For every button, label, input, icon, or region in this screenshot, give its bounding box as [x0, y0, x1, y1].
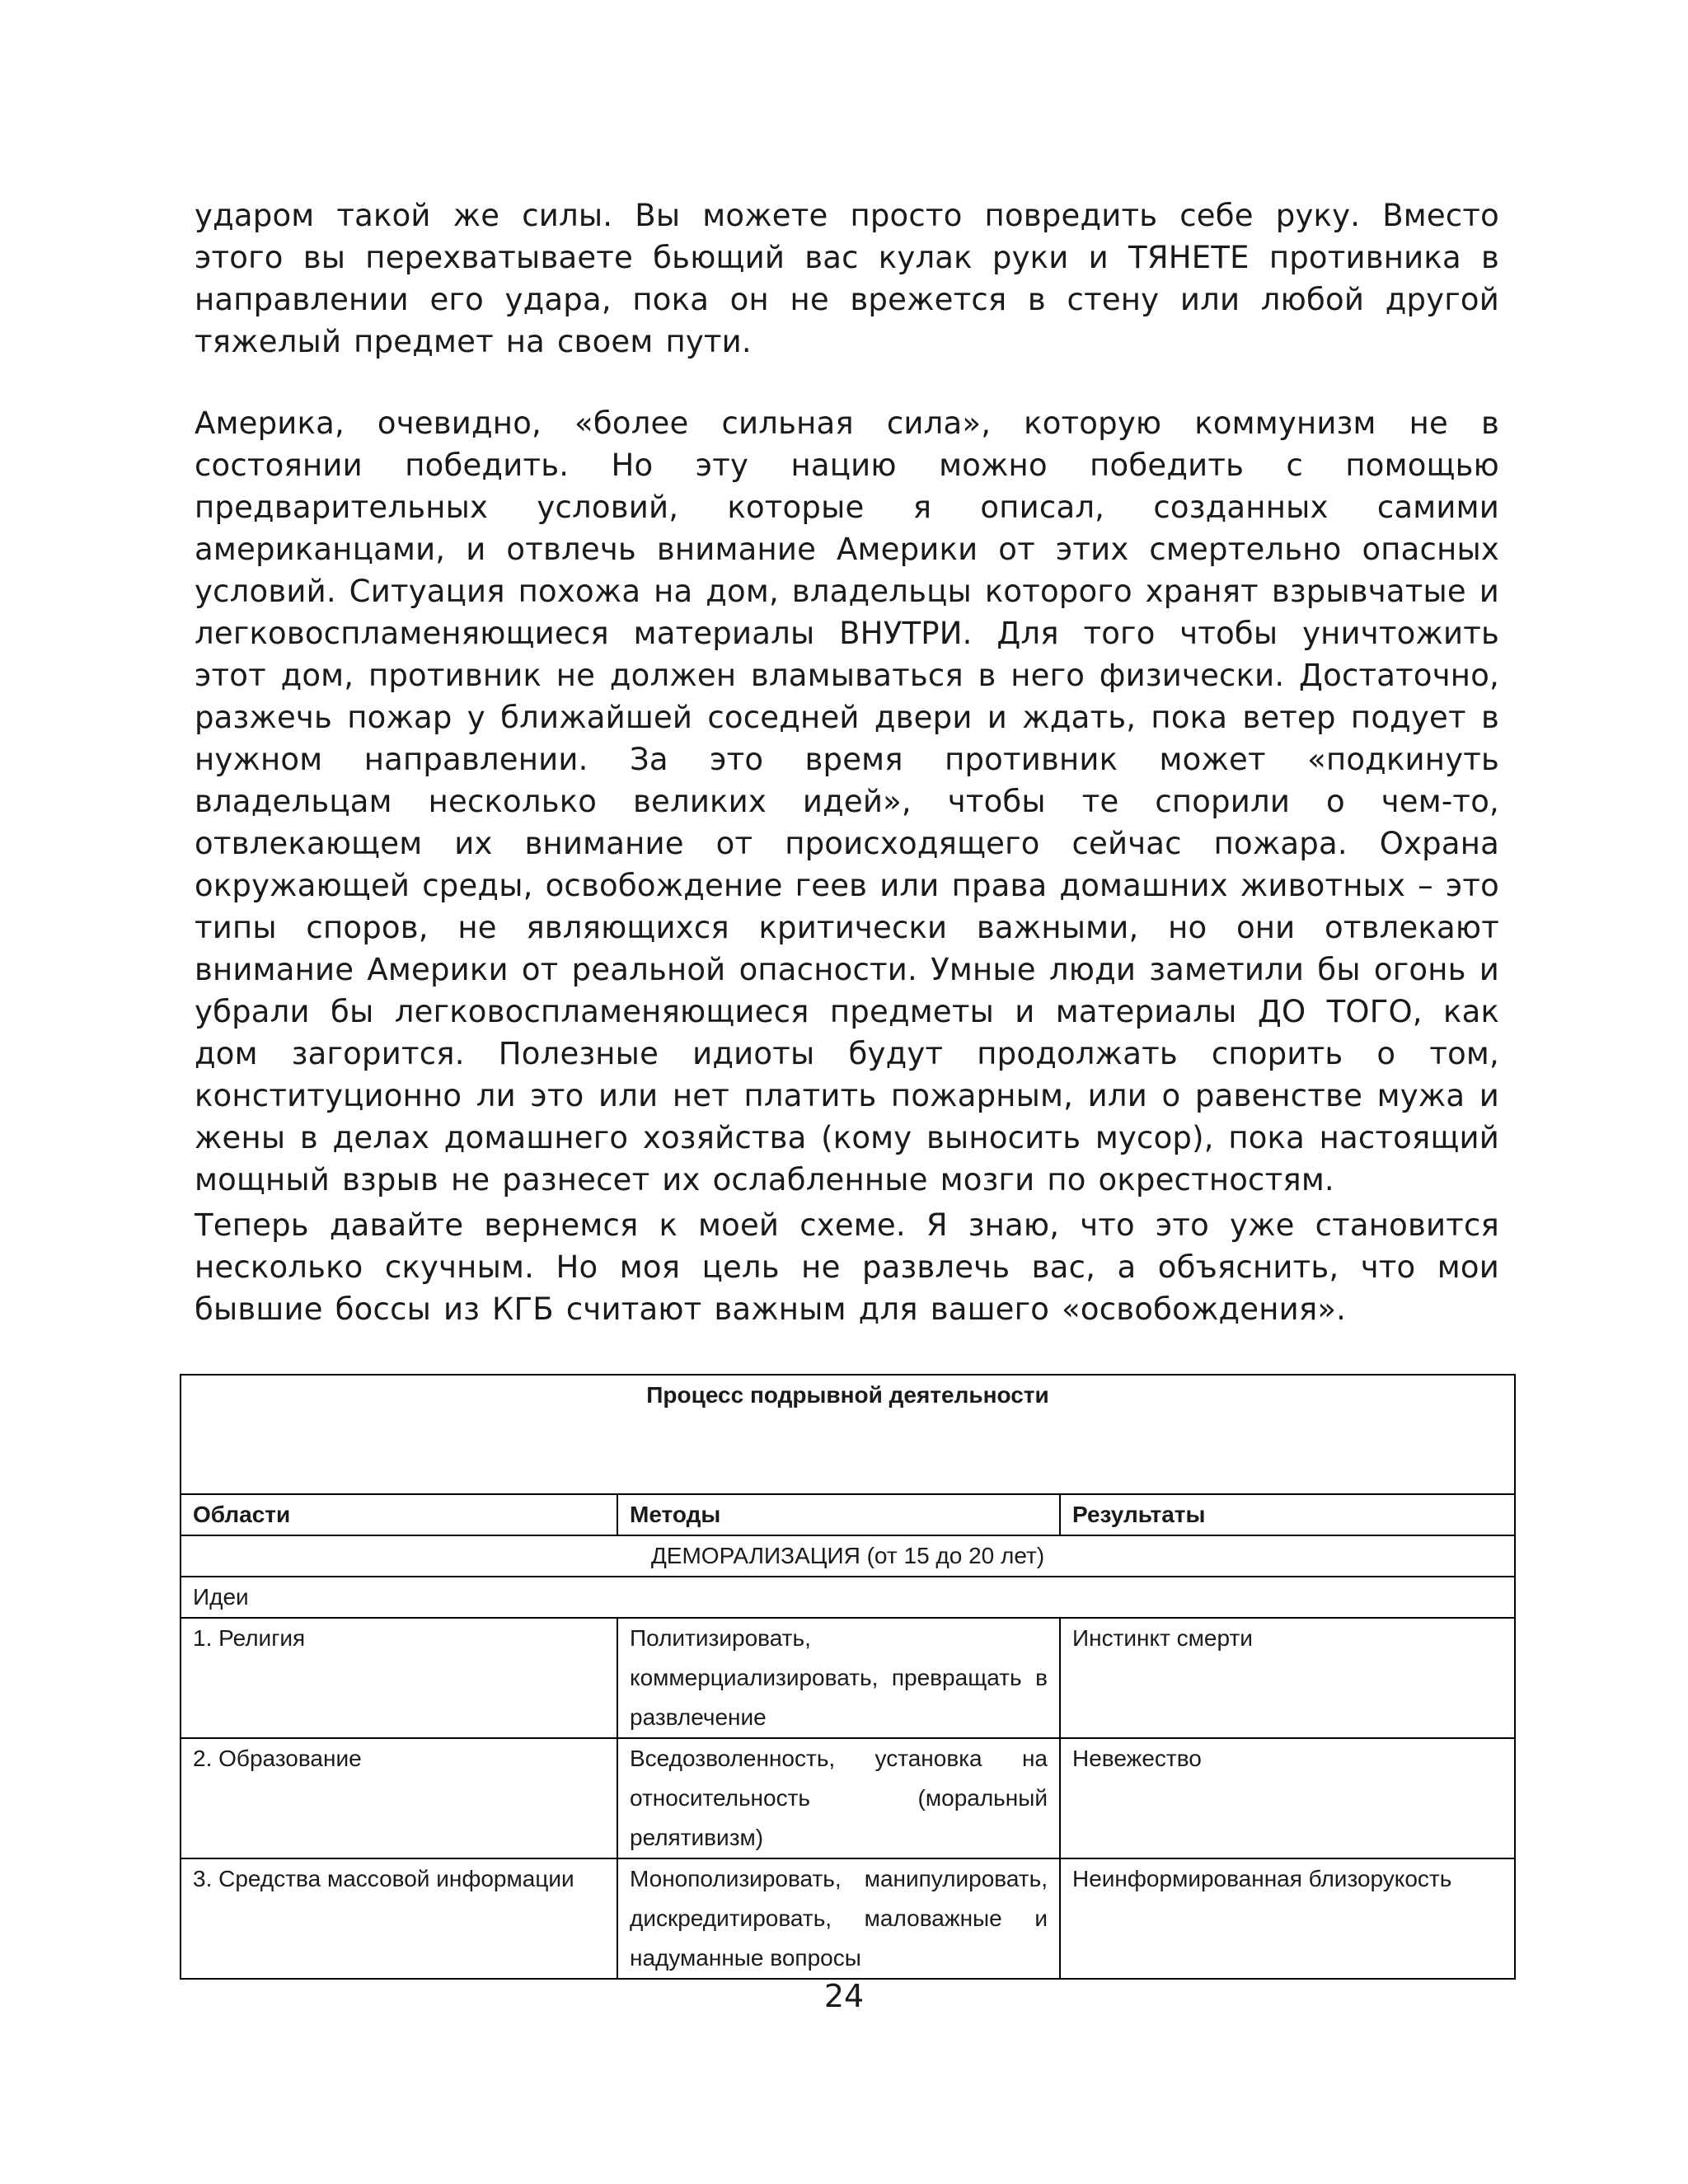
- column-header-results: Результаты: [1060, 1494, 1515, 1535]
- method-cell: Вседозволенность, установка на относительность (моральный релятивизм): [617, 1738, 1060, 1858]
- section-row: [181, 1577, 1515, 1618]
- method-cell: Монополизировать, манипулировать, дискредитировать, маловажные и надуманные вопросы: [617, 1858, 1060, 1979]
- result-cell: Невежество: [1060, 1738, 1515, 1858]
- body-paragraph-2: [195, 402, 1499, 1201]
- paragraph-text: ударом такой же силы. Вы можете просто повредить себе руку. Вместо этого вы перехватываете бьющий вас кулак руки и ТЯНЕТЕ противника в направлении его удара, пока он не врежется в стену или любой другой тяжелый предмет на своем пути.: [195, 198, 1499, 359]
- area-cell: 2. Образование: [181, 1738, 617, 1858]
- column-header-areas: Области: [181, 1494, 617, 1535]
- body-paragraph-3: [195, 1204, 1499, 1330]
- table-title-row: [181, 1375, 1515, 1494]
- paragraph-text: Теперь давайте вернемся к моей схеме. Я знаю, что это уже становится несколько скучным. Но моя цель не развлечь вас, а объяснить, что мои бывшие боссы из КГБ считают важным для вашего «освобождения».: [195, 1207, 1499, 1327]
- stage-row: [181, 1535, 1515, 1577]
- table-header-row: [181, 1494, 1515, 1535]
- table-title: Процесс подрывной деятельности: [181, 1375, 1515, 1494]
- subversion-process-table: [180, 1374, 1516, 1980]
- body-paragraph-1: [195, 194, 1499, 363]
- column-header-methods: Методы: [617, 1494, 1060, 1535]
- paragraph-text: Америка, очевидно, «более сильная сила», которую коммунизм не в состоянии победить. Но эту нацию можно победить с помощью предварительных условий, которые я описал, созданных самими американцами, и отвлечь внимание Америки от этих смертельно опасных условий. Ситуация похожа на дом, владельцы которого хранят взрывчатые и легковоспламеняющиеся материалы ВНУТРИ. Для того чтобы уничтожить этот дом, противник не должен вламываться в него физически. Достаточно, разжечь пожар у ближайшей соседней двери и ждать, пока ветер подует в нужном направлении. За это время противник может «подкинуть владельцам несколько великих идей», чтобы те спорили о чем-то, отвлекающем их внимание от происходящего сейчас пожара. Охрана окружающей среды, освобождение геев или права домашних животных – это типы споров, не являющихся критически важными, но они отвлекают внимание Америки от реальной опасности. Умные люди заметили бы огонь и убрали бы легковоспламеняющиеся предметы и материалы ДО ТОГО, как дом загорится. Полезные идиоты будут продолжать спорить о том, конституционно ли это или нет платить пожарным, или о равенстве мужа и жены в делах домашнего хозяйства (кому выносить мусор), пока настоящий мощный взрыв не разнесет их ослабленные мозги по окрестностям.: [195, 405, 1499, 1197]
- stage-label: ДЕМОРАЛИЗАЦИЯ (от 15 до 20 лет): [181, 1535, 1515, 1577]
- area-cell: 1. Религия: [181, 1618, 617, 1738]
- result-cell: Инстинкт смерти: [1060, 1618, 1515, 1738]
- method-cell: Политизировать, коммерциализировать, превращать в развлечение: [617, 1618, 1060, 1738]
- page-number: 24: [823, 1978, 865, 2014]
- table-row: [181, 1738, 1515, 1858]
- section-label: Идеи: [181, 1577, 1515, 1618]
- result-cell: Неинформированная близорукость: [1060, 1858, 1515, 1979]
- area-cell: 3. Средства массовой информации: [181, 1858, 617, 1979]
- table-row: [181, 1858, 1515, 1979]
- table-row: [181, 1618, 1515, 1738]
